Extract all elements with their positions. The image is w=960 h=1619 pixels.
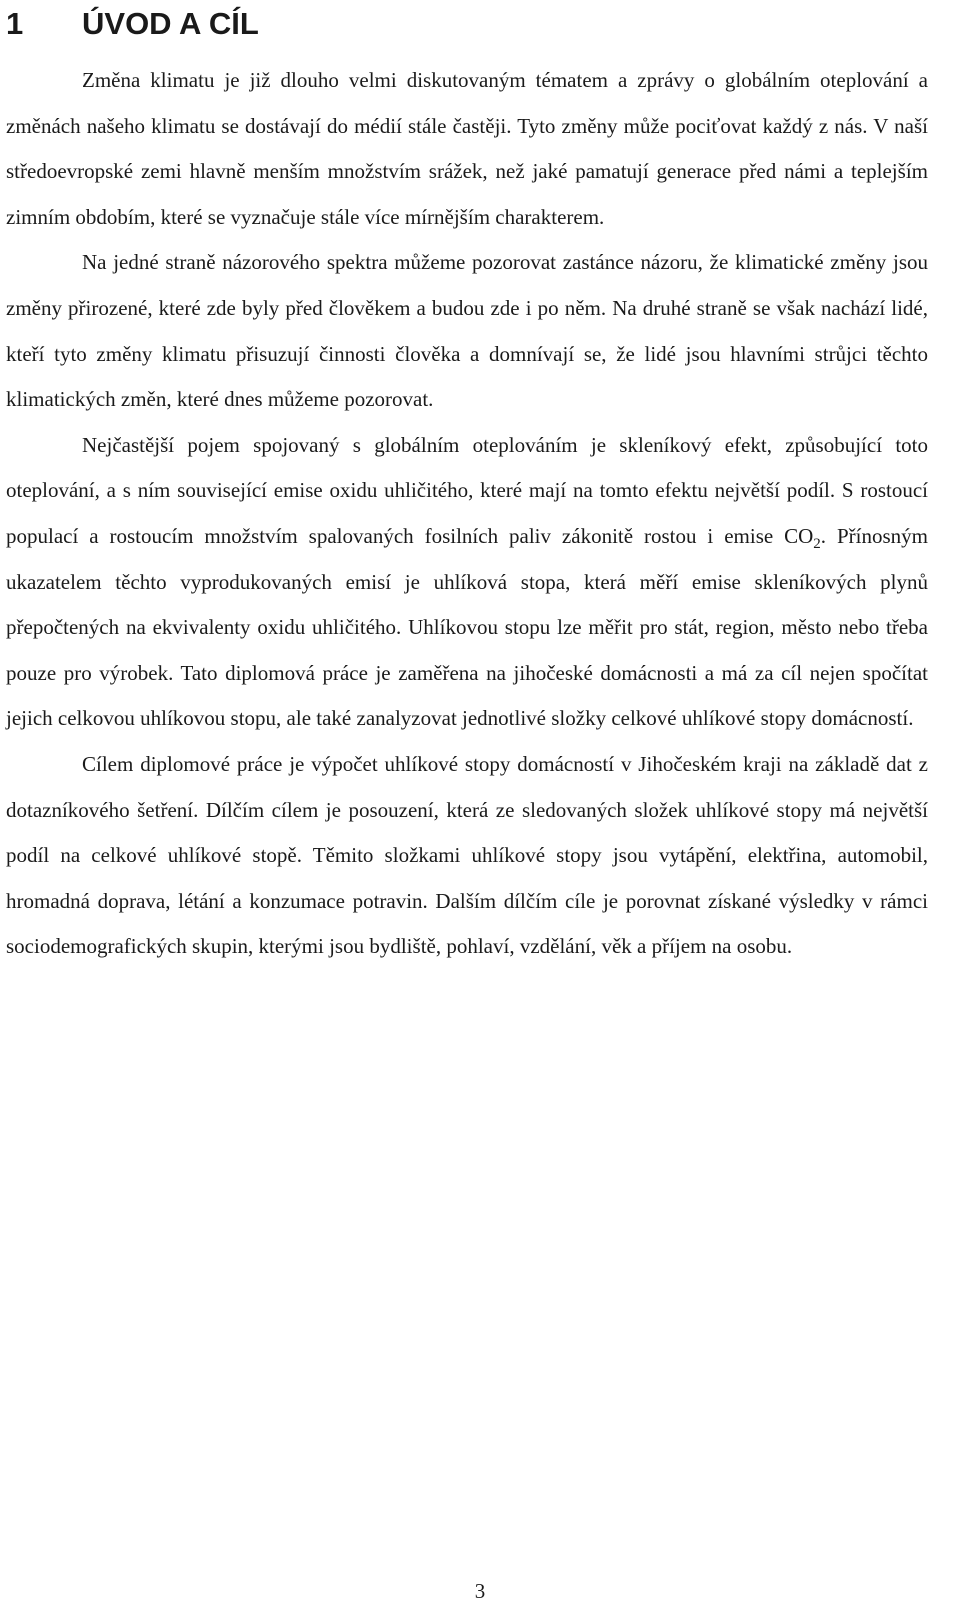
paragraph-4: Cílem diplomové práce je výpočet uhlíkové stopy domácností v Jihočeském kraji na základě dat z dotazníkového šetření. Dílčím cílem je posouzení, která ze sledovaných složek uhlíkové stopy má největší podíl na celkové uhlíkové stopě. Těmito složkami uhlíkové stopy jsou vytápění, elektřina, automobil, hromadná doprava, létání a konzumace potravin. Dalším dílčím cíle je porovnat získané výsledky v rámci sociodemografických skupin, kterými jsou bydliště, pohlaví, vzdělání, věk a příjem na osobu. — [6, 751, 928, 959]
paragraph-1: Změna klimatu je již dlouho velmi diskutovaným tématem a zprávy o globálním oteplování a změnách našeho klimatu se dostávají do médií stále častěji. Tyto změny může pociťovat každý z nás. V naší středoevropské zemi hlavně menším množstvím srážek, než jaké pamatují generace před námi a teplejším zimním obdobím, které se vyznačuje stále více mírnějším charakterem. — [6, 68, 928, 229]
co2-subscript: 2 — [813, 536, 821, 553]
paragraph-3-text-after: . Přínosným ukazatelem těchto vyprodukovaných emisí je uhlíková stopa, která měří emise skleníkových plynů přepočtených na ekvivalenty oxidu uhličitého. Uhlíkovou stopu lze měřit pro stát, region, město nebo třeba pouze pro výrobek. Tato diplomová práce je zaměřena na jihočeské domácnosti a má za cíl nejen spočítat jejich celkovou uhlíkovou stopu, ale také zanalyzovat jednotlivé složky celkové uhlíkové stopy domácností. — [6, 523, 928, 731]
chapter-number: 1 — [6, 6, 24, 41]
paragraph-3-text-before: Nejčastější pojem spojovaný s globálním oteplováním je skleníkový efekt, způsobující toto oteplování, a s ním související emise oxidu uhličitého, které mají na tomto efektu největší podíl. S rostoucí populací a rostoucím množstvím spalovaných fosilních paliv zákonitě rostou i emise CO — [6, 432, 928, 548]
paragraph-2: Na jedné straně názorového spektra můžeme pozorovat zastánce názoru, že klimatické změny jsou změny přirozené, které zde byly před člověkem a budou zde i po něm. Na druhé straně se však nachází lidé, kteří tyto změny klimatu přisuzují činnosti člověka a domnívají se, že lidé jsou hlavními strůjci těchto klimatických změn, které dnes můžeme pozorovat. — [6, 250, 928, 412]
page-number: 3 — [474, 1579, 486, 1603]
chapter-title: ÚVOD A CÍL — [82, 6, 259, 41]
chapter-heading — [6, 6, 259, 42]
body-text — [6, 58, 928, 970]
paragraph-3 — [6, 423, 928, 742]
